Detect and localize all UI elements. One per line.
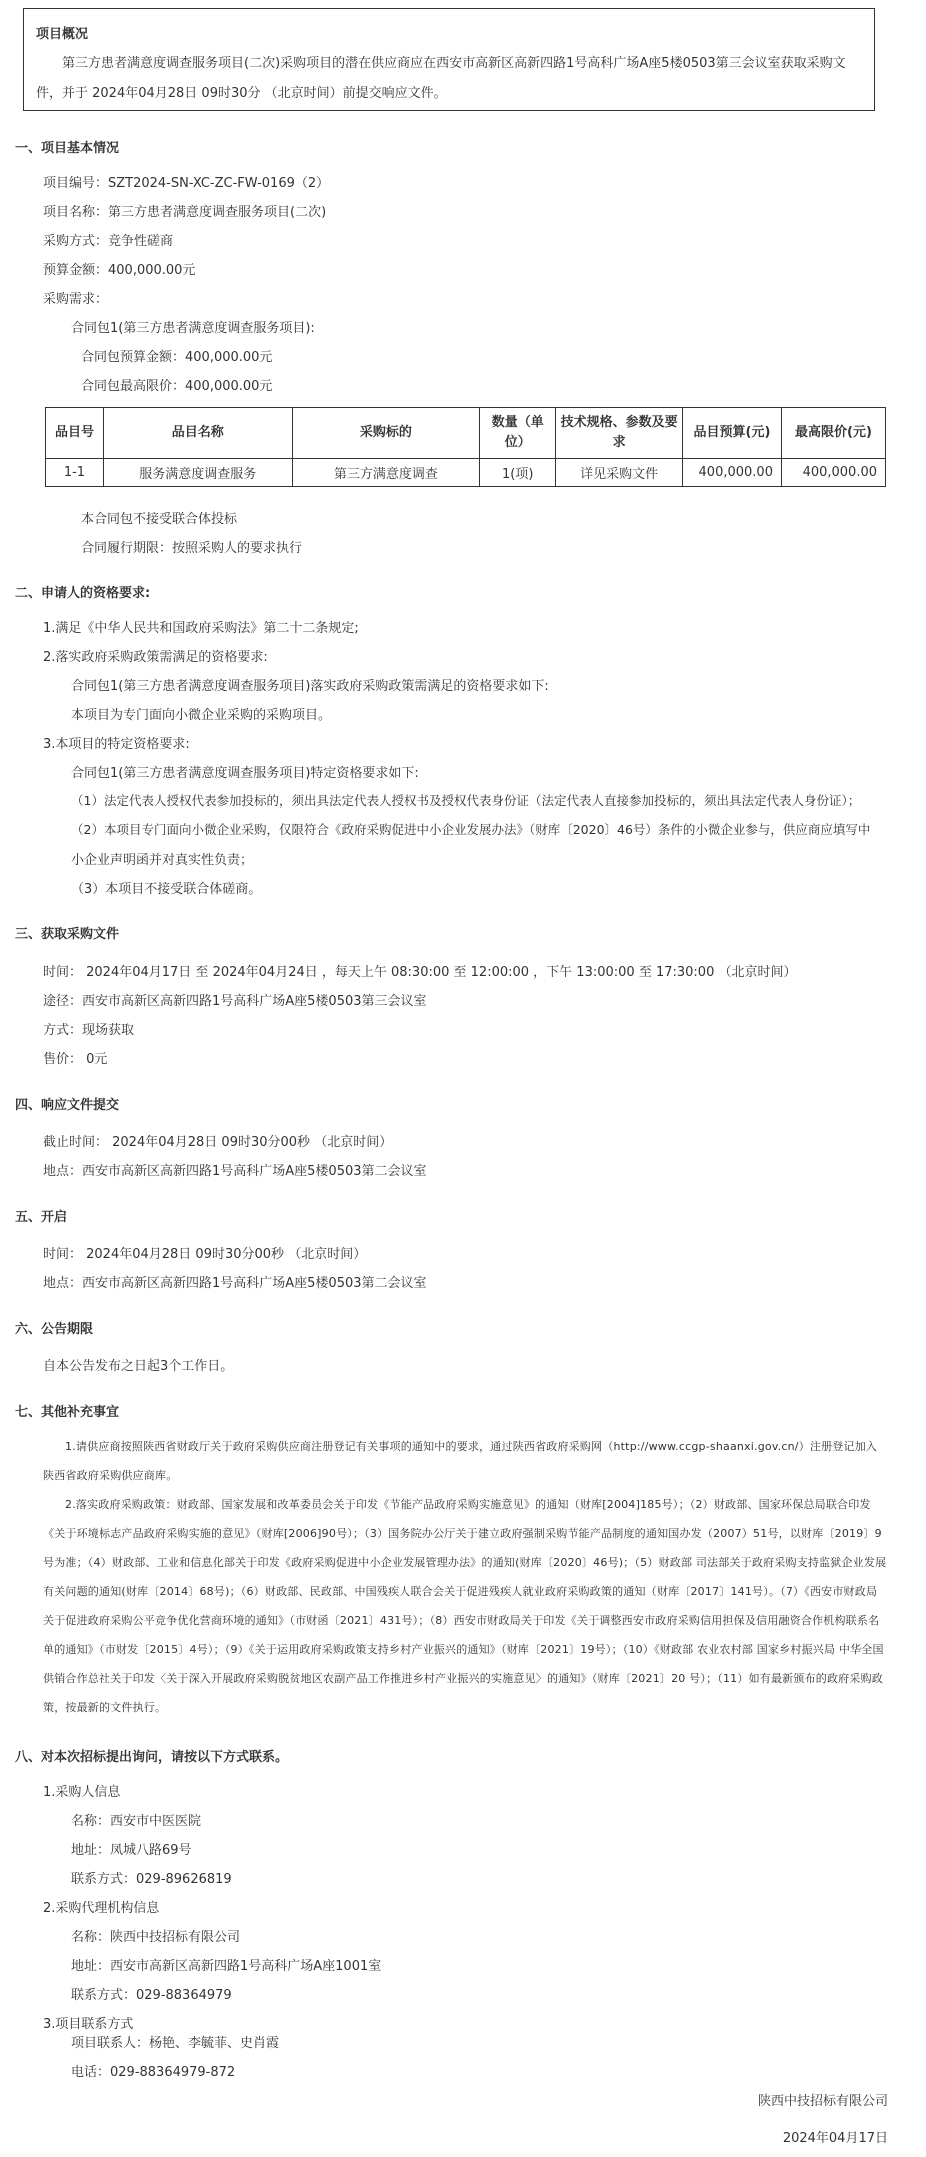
qual-line-10: （3）本项目不接受联合体磋商。	[71, 882, 262, 897]
project-name: 项目名称：第三方患者满意度调查服务项目(二次)	[43, 205, 327, 220]
qual-line-2: 2.落实政府采购政策需满足的资格要求:	[43, 650, 268, 665]
project-number: 项目编号：SZT2024-SN-XC-ZC-FW-0169（2）	[43, 176, 330, 191]
table-cell: 400,000.00	[781, 459, 885, 487]
package-budget: 合同包预算金额：400,000.00元	[81, 350, 273, 365]
section-4-heading: 四、响应文件提交	[15, 1098, 120, 1113]
buyer-phone: 联系方式：029-89626819	[71, 1872, 232, 1887]
section-1-heading: 一、项目基本情况	[15, 141, 120, 156]
contact-title: 3.项目联系方式	[43, 2017, 134, 2032]
qual-line-7: （1）法定代表人授权代表参加投标的，须出具法定代表人授权书及授权代表身份证（法定代表人直接参加投标的，须出具法定代表人身份证）；	[71, 793, 861, 808]
procurement-requirement: 采购需求：	[43, 292, 109, 307]
contract-package: 合同包1(第三方患者满意度调查服务项目):	[71, 321, 315, 336]
section-2-heading: 二、申请人的资格要求:	[15, 586, 151, 601]
procurement-method: 采购方式：竞争性磋商	[43, 234, 174, 249]
table-cell: 详见采购文件	[556, 459, 683, 487]
package-limit: 合同包最高限价：400,000.00元	[81, 379, 273, 394]
table-header-row	[46, 408, 886, 459]
contact-phone: 电话：029-88364979-872	[71, 2065, 236, 2080]
overview-title: 项目概况	[36, 27, 89, 42]
buyer-name: 名称：西安市中医医院	[71, 1814, 202, 1829]
submit-place: 地点：西安市高新区高新四路1号高科广场A座5楼0503第二会议室	[43, 1164, 427, 1179]
supplement-paragraph-1: 1.请供应商按照陕西省财政厅关于政府采购供应商注册登记有关事项的通知中的要求，通过陕西省政府采购网（http://www.ccgp-shaanxi.gov.cn/）注册登记加入陕西省政府采购供应商库。	[43, 1440, 878, 1482]
project-overview-box	[23, 8, 875, 111]
budget-amount: 预算金额：400,000.00元	[43, 263, 196, 278]
overview-text: 第三方患者满意度调查服务项目(二次)采购项目的潜在供应商应在西安市高新区高新四路1号高科广场A座5楼0503第三会议室获取采购文件，并于 2024年04月28日 09时30分 （北京时间）前提交响应文件。	[36, 56, 846, 101]
agent-address: 地址：西安市高新区高新四路1号高科广场A座1001室	[71, 1959, 382, 1974]
footer-date: 2024年04月17日	[782, 2131, 888, 2146]
qual-line-4: 本项目为专门面向小微企业采购的采购项目。	[71, 708, 332, 723]
no-consortium-note: 本合同包不接受联合体投标	[81, 512, 238, 527]
acquire-way: 方式：现场获取	[43, 1023, 135, 1038]
acquire-place: 途径：西安市高新区高新四路1号高科广场A座5楼0503第三会议室	[43, 994, 427, 1009]
items-table	[45, 407, 886, 487]
table-row	[46, 459, 886, 487]
supplement-paragraph-2: 2.落实政府采购政策：财政部、国家发展和改革委员会关于印发《节能产品政府采购实施意见》的通知（财库[2004]185号）；（2）财政部、国家环保总局联合印发《关于环境标志产品政府采购实施的意见》（财库[2006]90号）；（3）国务院办公厅关于建立政府强制采购节能产品制度的通知国办发（2007）51号，以财库〔2019〕9号为准；（4）财政部、工业和信息化部关于印发《政府采购促进中小企业发展管理办法》的通知(财库〔2020〕46号)；（5）财政部 司法部关于政府采购支持监狱企业发展有关问题的通知(财库〔2014〕68号)；（6）财政部、民政部、中国残疾人联合会关于促进残疾人就业政府采购政策的通知（财库〔2017〕141号）。（7）《西安市财政局关于促进政府采购公平竞争优化营商环境的通知》（市财函〔2021〕431号）；（8）西安市财政局关于印发《关于调整西安市政府采购信用担保及信用融资合作机构联系名单的通知》（市财发〔2015〕4号）；（9）《关于运用政府采购政策支持乡村产业振兴的通知》（财库〔2021〕19号）；（10）《财政部 农业农村部 国家乡村振兴局 中华全国供销合作总社关于印发〈关于深入开展政府采购脱贫地区农副产品工作推进乡村产业振兴的实施意见〉的通知》（财库〔2021〕20 号）；（11）如有最新颁布的政府采购政策，按最新的文件执行。	[43, 1498, 887, 1714]
table-header: 品目号	[46, 408, 104, 459]
qual-line-1: 1.满足《中华人民共和国政府采购法》第二十二条规定;	[43, 621, 359, 636]
acquire-price: 售价： 0元	[43, 1052, 108, 1067]
table-header: 最高限价(元)	[781, 408, 885, 459]
table-header: 技术规格、参数及要求	[556, 408, 683, 459]
agent-name: 名称：陕西中技招标有限公司	[71, 1930, 241, 1945]
table-cell: 1(项)	[480, 459, 556, 487]
qual-line-9: 小企业声明函并对真实性负责；	[71, 853, 254, 868]
opening-time: 时间： 2024年04月28日 09时30分00秒 （北京时间）	[43, 1247, 367, 1262]
table-cell: 1-1	[46, 459, 104, 487]
buyer-info-title: 1.采购人信息	[43, 1785, 121, 1800]
section-8-heading: 八、对本次招标提出询问，请按以下方式联系。	[15, 1750, 289, 1765]
agent-info-title: 2.采购代理机构信息	[43, 1901, 160, 1916]
qual-line-8: （2）本项目专门面向小微企业采购，仅限符合《政府采购促进中小企业发展办法》（财库〔2020〕46号）条件的小微企业参与，供应商应填写中	[71, 822, 871, 837]
section-7-heading: 七、其他补充事宜	[15, 1405, 120, 1420]
notice-period: 自本公告发布之日起3个工作日。	[43, 1359, 234, 1374]
submit-deadline: 截止时间： 2024年04月28日 09时30分00秒 （北京时间）	[43, 1135, 393, 1150]
agent-phone: 联系方式：029-88364979	[71, 1988, 232, 2003]
table-cell: 服务满意度调查服务	[103, 459, 292, 487]
qual-line-6: 合同包1(第三方患者满意度调查服务项目)特定资格要求如下:	[71, 766, 419, 781]
qual-line-3: 合同包1(第三方患者满意度调查服务项目)落实政府采购政策需满足的资格要求如下:	[71, 679, 549, 694]
section-6-heading: 六、公告期限	[15, 1322, 94, 1337]
section-3-heading: 三、获取采购文件	[15, 927, 120, 942]
acquire-time: 时间： 2024年04月17日 至 2024年04月24日 ，每天上午 08:30:00 至 12:00:00 ，下午 13:00:00 至 17:30:00 （北京时间）	[43, 965, 797, 980]
table-cell: 第三方满意度调查	[292, 459, 480, 487]
table-header: 品目预算(元)	[683, 408, 782, 459]
table-header: 品目名称	[103, 408, 292, 459]
qual-line-5: 3.本项目的特定资格要求:	[43, 737, 190, 752]
footer-company: 陕西中技招标有限公司	[757, 2094, 888, 2109]
section-5-heading: 五、开启	[15, 1210, 68, 1225]
opening-place: 地点：西安市高新区高新四路1号高科广场A座5楼0503第二会议室	[43, 1276, 427, 1291]
table-header: 采购标的	[292, 408, 480, 459]
table-header: 数量（单位）	[480, 408, 556, 459]
table-cell: 400,000.00	[683, 459, 782, 487]
buyer-address: 地址：凤城八路69号	[71, 1843, 192, 1858]
contract-period: 合同履行期限：按照采购人的要求执行	[81, 541, 303, 556]
contact-people: 项目联系人：杨艳、李毓菲、史肖霞	[71, 2036, 280, 2051]
